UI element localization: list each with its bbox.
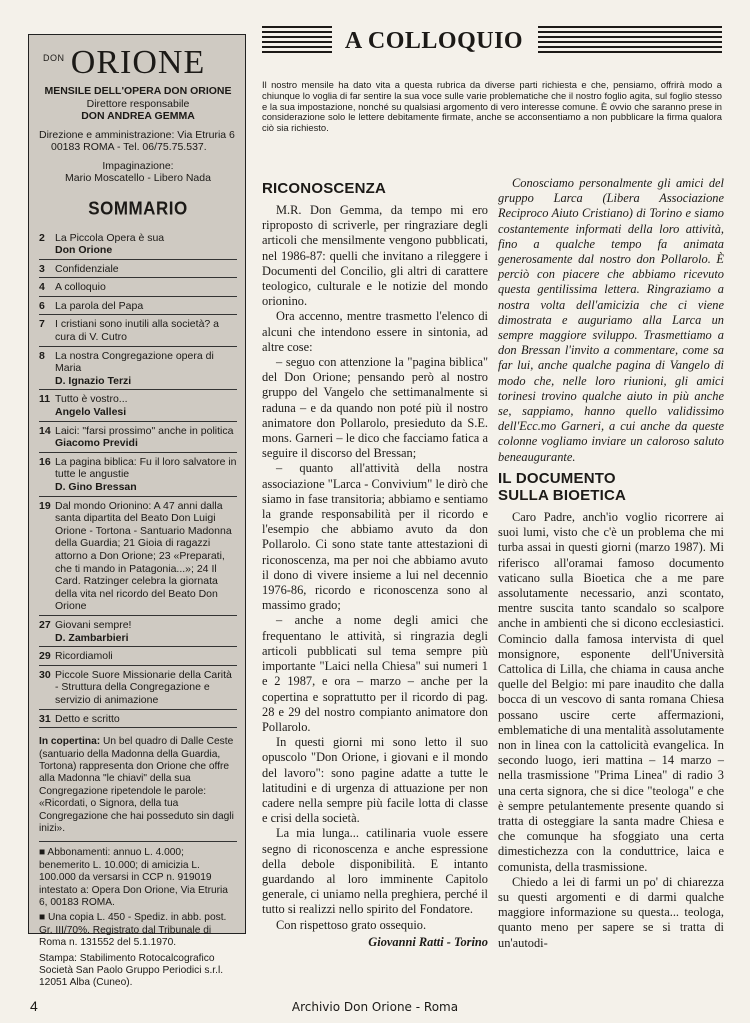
heading-bioetica-1: IL DOCUMENTO <box>498 470 616 487</box>
paragraph: In questi giorni mi sono letto il suo opuscolo "Don Orione, i giovani e il mondo del lavoro": sono pagine adatte a tutte le latitudini e di urgenza di attuazione per non cadere nella sempre più facile lotta di classe e crisi della società. <box>262 735 488 826</box>
toc-page-number: 4 <box>39 281 45 294</box>
toc-title <box>55 281 106 294</box>
toc-item <box>39 453 237 497</box>
toc-title-text: Giovani sempre! <box>55 618 132 631</box>
toc-item <box>39 497 237 616</box>
paragraph: – quanto all'attività della nostra associazione "Larca - Convivium" le dirò che siamo in fase transitoria; abbiamo e sentiamo la grande responsabilità per il ricordo e l'esempio che abbiamo avuto da don Pollarolo. Ci sono state tante attestazioni di riconoscenza, ma per noi che abbiamo avuto il dono di vivere insieme a lui nel decennio 1976-86, ricordo e riconoscenza sono al massimo grado; <box>262 461 488 613</box>
toc-title <box>55 263 119 276</box>
toc-page-number: 14 <box>39 424 51 437</box>
paragraph: – seguo con attenzione la "pagina biblica" del Don Orione; pensando però al nostro gruppo del Vangelo che settimanalmente si raduna – e da quando non poté più il nostro animatore don Pollarolo, presieduto da S.E. mons. Garneri – le dico che facciamo fatica a seguire il discorso del Bressan; <box>262 355 488 461</box>
layout-label: Impaginazione: <box>102 159 174 172</box>
cover-label: In copertina: <box>39 736 101 748</box>
director-label: Direttore responsabile <box>86 97 190 110</box>
toc-title <box>55 669 237 707</box>
toc-item <box>39 647 237 666</box>
toc-title <box>55 425 233 450</box>
toc-title-text: Dal mondo Orionino: A 47 anni dalla santa dipartita del Beato Don Luigi Orione - Tortona - Santuario Madonna della Guardia; 21 Gioia di ragazzi attorno a Don Orione; 23 «Preparati, che ti mando in Patagonia...»; 24 Il Card. Ratzinger celebra la giornata della vita nel ricordo del Beato Don Orione <box>55 499 232 613</box>
toc-page-number: 11 <box>39 393 51 406</box>
archive-caption: Archivio Don Orione - Roma <box>291 1000 459 1014</box>
toc-page-number: 2 <box>39 231 45 244</box>
toc-title <box>55 350 237 388</box>
toc-page-number: 29 <box>39 650 51 663</box>
paragraph: Chiedo a lei di farmi un po' di chiarezza su questi argomenti e di darmi qualche maggiore informazione su questa... teologa, quanto meno per sapere se si tratta di un'autodi- <box>498 874 724 950</box>
toc-title-text: Ricordiamoli <box>55 650 113 663</box>
column-riconoscenza <box>262 180 488 950</box>
toc-author: D. Ignazio Terzi <box>55 374 132 387</box>
editor-reply: Conosciamo personalmente gli amici del gruppo Larca (Libera Associazione Reciproco Aiuto Cristiano) di Torino e siamo costantemente informati della loro attività, fino a qualche tempo fa animata generosamente dal nostro don Pollarolo. È perciò con piacere che abbiamo ricevuto questa gentilissima lettera. Ringraziamo a nostra volta dell'amicizia che ci viene dimostrata e auguriamo alla Larca un sempre maggiore sviluppo. Trasmettiamo a don Bressan l'invito a commentare, come sa far lui, anche qualche pagina di Vangelo di modo che, nelle loro riunioni, gli amici torinesi trovino qualche aiuto in più anche se, sappiamo, hanno quello validissimo dell'Ecc.mo Garneri, a cui anche da queste colonne vogliamo inviare un caloroso saluto beneaugurante. <box>498 176 724 464</box>
toc-author: Angelo Vallesi <box>55 406 127 419</box>
paragraph: – anche a nome degli amici che frequentano le attività, si ringrazia degli articoli pubblicati sul tema sempre più importante "Laici nella Chiesa" sui numeri 1 e 2 1987, e ora – marzo – anche per la copertina e soprattutto per il ricordo di pag. 28 e 29 del nostro compianto animatore don Pollarolo. <box>262 613 488 734</box>
toc-item <box>39 390 237 421</box>
printer-info: Stampa: Stabilimento Rotocalcografico Società San Paolo Gruppo Periodici s.r.l. 12051 Alba (Cuneo). <box>39 952 224 989</box>
toc-page-number: 8 <box>39 349 45 362</box>
toc-item <box>39 666 237 710</box>
toc-page-number: 6 <box>39 299 45 312</box>
section-title: A COLLOQUIO <box>344 28 524 54</box>
toc-title <box>55 232 164 257</box>
layout-names: Mario Moscatello - Libero Nada <box>65 172 211 184</box>
toc-title <box>55 650 113 663</box>
paragraph: La mia lunga... catilinaria vuole essere segno di riconoscenza e anche espressione della debole disponibilità. E intanto guardando al loro imminente Capitolo generale, ci uniamo nella preghiera, perché il tutto si realizzi nello spirito del Fondatore. <box>262 826 488 917</box>
table-of-contents <box>39 229 237 729</box>
toc-title-text: Piccole Suore Missionarie della Carità - Struttura della Congregazione e servizio di animazione <box>55 668 232 706</box>
article-riconoscenza-body <box>262 203 488 933</box>
section-intro: Il nostro mensile ha dato vita a questa rubrica da diverse parti richiesta e che, pensiamo, offrirà modo a chiunque lo voglia di far sentire la sua voce sulle varie problematiche che il nostro foglio agita, sul foglio stesso e la sua impostazione, nonché su qualsiasi argomento di vero interesse comune. È ovvio che saranno prese in considerazione solo le lettere debitamente firmate, anche se acconsentiamo a non pubblicare la firma qualora ciò sia richiesto. <box>262 79 722 134</box>
toc-title-text: La pagina biblica: Fu il loro salvatore in tutte le angustie <box>55 455 237 481</box>
sidebar-masthead-box <box>28 34 246 989</box>
toc-page-number: 3 <box>39 262 45 275</box>
toc-item <box>39 260 237 279</box>
column-reply <box>498 176 724 465</box>
toc-title-text: Detto e scritto <box>55 712 120 725</box>
toc-page-number: 19 <box>39 499 51 512</box>
toc-title <box>55 500 237 613</box>
toc-title-text: Laici: "farsi prossimo" anche in politica <box>55 424 234 437</box>
cover-text: Un bel quadro di Dalle Ceste (santuario della Madonna della Guardia, Tortona) rappresenta don Orione che offre alla Madonna "le chiavi" della sua Congregazione ripetendole le parole: «Ricordati, o Signora, della tua Congregazione che hai posseduto sin dagli inizi». <box>39 736 234 834</box>
toc-author: Giacomo Previdi <box>55 437 138 450</box>
section-banner <box>262 26 722 56</box>
paragraph: Ora accenno, mentre trasmetto l'elenco di alcuni che intendono essere in sintonia, ad altre cose: <box>262 309 488 354</box>
toc-page-number: 31 <box>39 712 51 725</box>
masthead-subtitle: MENSILE DELL'OPERA DON ORIONE <box>44 85 232 97</box>
toc-page-number: 30 <box>39 668 51 681</box>
column-bioetica <box>498 470 724 951</box>
toc-item <box>39 347 237 391</box>
masthead-logo: ORIONE <box>70 44 206 81</box>
toc-author: Don Orione <box>55 244 113 257</box>
toc-page-number: 27 <box>39 618 51 631</box>
toc-title-text: A colloquio <box>55 281 106 294</box>
toc-author: D. Gino Bressan <box>55 481 137 493</box>
cover-caption <box>39 736 237 835</box>
toc-page-number: 7 <box>39 318 45 331</box>
toc-title-text: I cristiani sono inutili alla società? a cura di V. Cutro <box>55 318 220 344</box>
banner-stripes-left <box>262 26 332 56</box>
banner-stripes-right <box>538 26 722 56</box>
toc-title <box>55 456 237 494</box>
article-bioetica-body <box>498 510 724 951</box>
toc-title <box>55 300 143 313</box>
paragraph: Con rispettoso grato ossequio. <box>276 917 427 932</box>
paragraph: M.R. Don Gemma, da tempo mi ero riproposto di scriverle, per ringraziare degli articoli che mensilmente vengono pubblicati, nel 1986-87: quelli che invitano a rileggere i Documenti del Concilio, gli altri di carattere teologico, culturale e le notizie del mondo orionino. <box>262 203 488 309</box>
toc-title <box>55 393 128 418</box>
toc-title-text: La Piccola Opera è sua <box>55 231 165 244</box>
toc-title-text: Tutto è vostro... <box>55 393 128 406</box>
paragraph: Caro Padre, anch'io voglio ricorrere ai suoi lumi, visto che c'è un problema che mi turba assai in questi giorni (marzo 1987). Mi riferisco all'oramai famoso documento vaticano sulla Bioetica che a me pare assolutamente necessario, anzi scontato, mentre suscita tanto scandalo so scalpore anche in ambienti che si dicono ecclesiastici. Comincio dalla famosa intervista di quel monsignore, esponente dell'Università Cattolica di Lilla, che chiama in causa anche quelle del Belgio: mi pare inaudito che dalla bocca di un vescovo di santa romana Chiesa possano uscire certe affermazioni, emblematiche di una mentalità assolutamente non in linea con la cattolicità evangelica. In secondo luogo, ieri mattina – 14 marzo – nella trasmissione "Prima Linea" di radio 3 una certa signora, che si dice "teologa" e che è sempre petulantemente presente quando si tratta di osteggiare la santa madre Chiesa e che comunque ha sfoggiato una certa dimestichezza con la conduttrice, laica e comunista, della trasmissione. <box>498 510 724 874</box>
letter-signature: Giovanni Ratti - Torino <box>368 934 488 949</box>
toc-title-text: La nostra Congregazione opera di Maria <box>55 349 214 375</box>
heading-bioetica-2: SULLA BIOETICA <box>498 487 627 504</box>
toc-title <box>55 318 237 343</box>
toc-title <box>55 713 120 726</box>
heading-riconoscenza: RICONOSCENZA <box>262 180 387 197</box>
toc-item <box>39 297 237 316</box>
toc-title <box>55 619 131 644</box>
sommario-title: SOMMARIO <box>88 197 188 219</box>
toc-author: D. Zambarbieri <box>55 631 129 644</box>
address-line-1: Direzione e amministrazione: Via Etruria 6 <box>39 128 235 141</box>
toc-title-text: La parola del Papa <box>55 299 144 312</box>
toc-item <box>39 710 237 729</box>
toc-item <box>39 315 237 346</box>
subscriptions-info: ■ Abbonamenti: annuo L. 4.000; benemerito L. 10.000; di amicizia L. 100.000 da versarsi in CCP n. 919019 intestato a: Opera Don Orione, Via Etruria 6, 00183 ROMA. <box>39 847 228 908</box>
toc-page-number: 16 <box>39 455 51 468</box>
toc-item <box>39 616 237 647</box>
toc-title-text: Confidenziale <box>55 262 119 275</box>
masthead-don: DON <box>43 53 65 63</box>
address-line-2: 00183 ROMA - Tel. 06/75.75.537. <box>51 141 207 153</box>
toc-item <box>39 229 237 260</box>
divider <box>39 841 237 842</box>
toc-item <box>39 278 237 297</box>
toc-item <box>39 422 237 453</box>
page-number: 4 <box>30 998 38 1014</box>
director-name: DON ANDREA GEMMA <box>81 110 195 122</box>
copy-price-info: ■ Una copia L. 450 - Spediz. in abb. post. Gr. III/70%. Registrato dal Tribunale di Roma n. 131552 del 5.1.1970. <box>39 912 227 949</box>
